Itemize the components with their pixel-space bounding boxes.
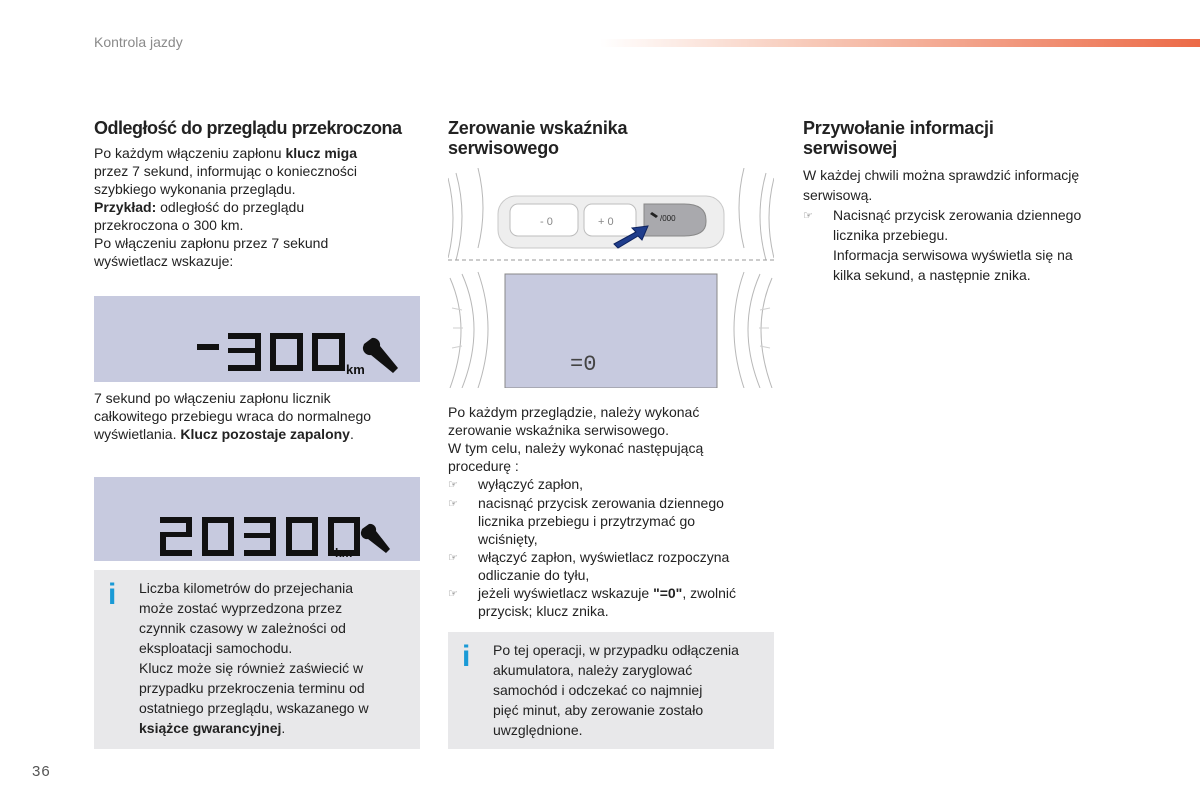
col1-intro: Po każdym włączeniu zapłonu klucz miga przez 7 sekund, informując o konieczności szybkiego wykonania przeglądu. Przykład: odległość do przeglądu przekroczona o 300 km. Po włączeniu zapłonu przez 7 sekund wyświetlacz wskazuje: — [94, 145, 358, 269]
recall-step: ☞ Nacisnąć przycisk zerowania dziennego licznika przebiegu. Informacja serwisowa wyświetla się na kilka sekund, a następnie znika. — [803, 207, 1082, 283]
hand-pointer-icon: ☞ — [448, 552, 458, 564]
col3-heading: Przywołanie informacji serwisowej — [803, 118, 994, 158]
info-text: Liczba kilometrów do przejechania może zostać wyprzedzona przez czynnik czasowy w zależności od eksploatacji samochodu. Klucz może się również zaświecić w przypadku przekroczenia terminu od ostatniego przeglądu, wskazanego w książce gwarancyjnej. — [139, 580, 369, 736]
button-plus-label: + 0 — [598, 216, 614, 228]
step-2: ☞ nacisnąć przycisk zerowania dziennego licznika przebiegu i przytrzymać go wciśnięty, — [448, 495, 724, 547]
info-box-battery — [448, 632, 774, 749]
info-text: Po tej operacji, w przypadku odłączenia akumulatora, należy zaryglować samochód i odczekać co najmniej pięć minut, aby zerowanie zostało uwzględnione. — [493, 642, 739, 738]
instrument-cluster-drawing — [448, 168, 774, 388]
info-icon: i — [108, 578, 117, 611]
step-4: ☞ jeżeli wyświetlacz wskazuje "=0", zwolnić przycisk; klucz znika. — [448, 585, 736, 619]
col1-middle-text: 7 sekund po włączeniu zapłonu licznik całkowitego przebiegu wraca do normalnego wyświetlania. Klucz pozostaje zapalony. — [94, 390, 372, 442]
odometer-display-minus-300 — [94, 296, 420, 382]
col2-heading: Zerowanie wskaźnika serwisowego — [448, 118, 628, 158]
button-minus-label: - 0 — [540, 216, 553, 228]
section-title: Kontrola jazdy — [94, 34, 183, 50]
lcd-unit-km-2: km — [335, 546, 353, 560]
screen-reset-value: =0 — [570, 352, 597, 377]
step-1: ☞ wyłączyć zapłon, — [448, 476, 584, 492]
hand-pointer-icon: ☞ — [448, 479, 458, 491]
dashboard-illustration — [448, 168, 774, 388]
odometer-display-20300 — [94, 477, 420, 561]
col3-body: W każdej chwili można sprawdzić informację serwisową. ☞ Nacisnąć przycisk zerowania dziennego licznika przebiegu. Informacja serwisowa wyświetla się na kilka sekund, a następnie znika. — [803, 165, 1133, 285]
info-icon: i — [462, 640, 471, 673]
hand-pointer-icon: ☞ — [448, 588, 458, 600]
step-3: ☞ włączyć zapłon, wyświetlacz rozpoczyna odliczanie do tyłu, — [448, 549, 730, 583]
page-number: 36 — [32, 763, 51, 780]
header-accent-bar — [600, 39, 1200, 47]
lcd-unit-km: km — [346, 362, 365, 377]
col2-procedure: Po każdym przeglądzie, należy wykonać zerowanie wskaźnika serwisowego. W tym celu, należy wykonać następującą procedurę : ☞ wyłączyć zapłon, ☞ nacisnąć przycisk zerowania dziennego licznika przebiegu i przytrzymać go wciśnięty, ☞ włączyć zapłon, wyświetlacz rozpoczyna odliczanie do tyłu, ☞ jeżeli wyświetlacz wskazuje "=0", zwolnić przycisk; klucz znika. — [448, 403, 778, 620]
reset-button-label: /000 — [660, 214, 676, 223]
lcd-digits-20300 — [94, 477, 420, 561]
hand-pointer-icon: ☞ — [803, 210, 813, 222]
col1-heading: Odległość do przeglądu przekroczona — [94, 118, 402, 138]
lcd-digits-minus-300 — [94, 296, 420, 382]
hand-pointer-icon: ☞ — [448, 498, 458, 510]
info-box-mileage — [94, 570, 420, 749]
